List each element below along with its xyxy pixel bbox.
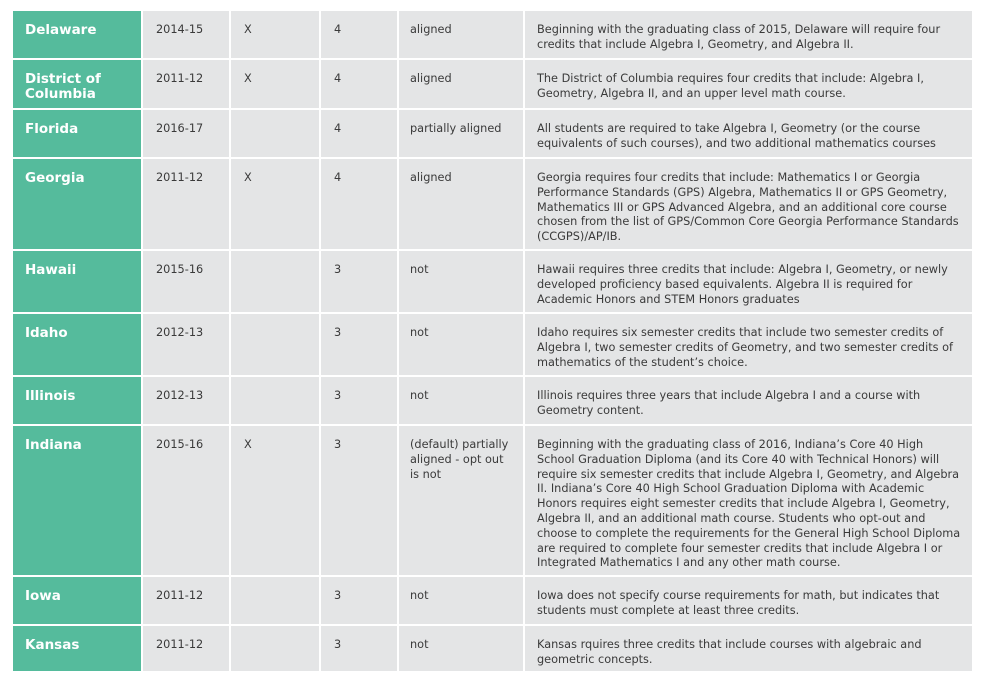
alignment-cell: not xyxy=(398,625,524,672)
state-cell: Iowa xyxy=(13,576,142,625)
alignment-cell: aligned xyxy=(398,59,524,109)
year-cell: 2011-12 xyxy=(142,625,230,672)
alignment-cell: aligned xyxy=(398,158,524,250)
year-cell: 2012-13 xyxy=(142,376,230,425)
alignment-cell: partially aligned xyxy=(398,109,524,158)
table-row xyxy=(13,59,972,109)
state-cell: Hawaii xyxy=(13,250,142,313)
adoption-mark-cell: X xyxy=(230,11,320,59)
description-cell: Beginning with the graduating class of 2015, Delaware will require four credits that include Algebra I, Geometry, and Algebra II. xyxy=(524,11,972,59)
credits-cell: 4 xyxy=(320,59,398,109)
credits-cell: 4 xyxy=(320,158,398,250)
description-cell: Georgia requires four credits that include: Mathematics I or Georgia Performance Standards (GPS) Algebra, Mathematics II or GPS Geometry, Mathematics III or GPS Advanced Algebra, and an additional core course chosen from the list of GPS/Common Core Georgia Performance Standards (CCGPS)/AP/IB. xyxy=(524,158,972,250)
description-cell: The District of Columbia requires four credits that include: Algebra I, Geometry, Algebra II, and an upper level math course. xyxy=(524,59,972,109)
year-cell: 2011-12 xyxy=(142,59,230,109)
year-cell: 2012-13 xyxy=(142,313,230,376)
alignment-cell: not xyxy=(398,313,524,376)
state-cell: Georgia xyxy=(13,158,142,250)
adoption-mark-cell xyxy=(230,376,320,425)
credits-cell: 3 xyxy=(320,313,398,376)
year-cell: 2015-16 xyxy=(142,425,230,576)
state-cell: District of Columbia xyxy=(13,59,142,109)
state-cell: Illinois xyxy=(13,376,142,425)
table-row xyxy=(13,313,972,376)
alignment-cell: (default) partially aligned - opt out is not xyxy=(398,425,524,576)
credits-cell: 3 xyxy=(320,576,398,625)
adoption-mark-cell xyxy=(230,250,320,313)
table-row xyxy=(13,376,972,425)
state-cell: Florida xyxy=(13,109,142,158)
description-cell: Illinois requires three years that include Algebra I and a course with Geometry content. xyxy=(524,376,972,425)
description-cell: Hawaii requires three credits that include: Algebra I, Geometry, or newly developed proficiency based equivalents. Algebra II is required for Academic Honors and STEM Honors graduates xyxy=(524,250,972,313)
credits-cell: 3 xyxy=(320,250,398,313)
table-row xyxy=(13,625,972,672)
adoption-mark-cell xyxy=(230,625,320,672)
alignment-cell: not xyxy=(398,250,524,313)
credits-cell: 3 xyxy=(320,376,398,425)
description-cell: Idaho requires six semester credits that include two semester credits of Algebra I, two semester credits of Geometry, and two semester credits of mathematics of the student’s choice. xyxy=(524,313,972,376)
state-cell: Indiana xyxy=(13,425,142,576)
table-row xyxy=(13,11,972,59)
adoption-mark-cell xyxy=(230,313,320,376)
adoption-mark-cell: X xyxy=(230,59,320,109)
year-cell: 2015-16 xyxy=(142,250,230,313)
description-cell: Beginning with the graduating class of 2016, Indiana’s Core 40 High School Graduation Diploma (and its Core 40 with Technical Honors) will require six semester credits that include Algebra I, Geometry, and Algebra II. Indiana’s Core 40 High School Graduation Diploma with Academic Honors requires eight semester credits that include Algebra I, Geometry, Algebra II, and an additional math course. Students who opt-out and choose to complete the requirements for the General High School Diploma are required to complete four semester credits that include Algebra I or Integrated Mathematics I and any other math course. xyxy=(524,425,972,576)
year-cell: 2011-12 xyxy=(142,158,230,250)
year-cell: 2016-17 xyxy=(142,109,230,158)
adoption-mark-cell xyxy=(230,109,320,158)
credits-cell: 4 xyxy=(320,109,398,158)
year-cell: 2014-15 xyxy=(142,11,230,59)
credits-cell: 3 xyxy=(320,425,398,576)
state-cell: Kansas xyxy=(13,625,142,672)
adoption-mark-cell: X xyxy=(230,425,320,576)
description-cell: All students are required to take Algebra I, Geometry (or the course equivalents of such courses), and two additional mathematics courses xyxy=(524,109,972,158)
alignment-cell: not xyxy=(398,576,524,625)
credits-cell: 4 xyxy=(320,11,398,59)
table-row xyxy=(13,576,972,625)
table-row xyxy=(13,250,972,313)
adoption-mark-cell: X xyxy=(230,158,320,250)
table-row xyxy=(13,158,972,250)
alignment-cell: aligned xyxy=(398,11,524,59)
alignment-cell: not xyxy=(398,376,524,425)
year-cell: 2011-12 xyxy=(142,576,230,625)
description-cell: Kansas rquires three credits that include courses with algebraic and geometric concepts. xyxy=(524,625,972,672)
requirements-table xyxy=(13,11,972,673)
credits-cell: 3 xyxy=(320,625,398,672)
table-row xyxy=(13,425,972,576)
state-cell: Idaho xyxy=(13,313,142,376)
state-cell: Delaware xyxy=(13,11,142,59)
adoption-mark-cell xyxy=(230,576,320,625)
table-row xyxy=(13,109,972,158)
description-cell: Iowa does not specify course requirements for math, but indicates that students must complete at least three credits. xyxy=(524,576,972,625)
